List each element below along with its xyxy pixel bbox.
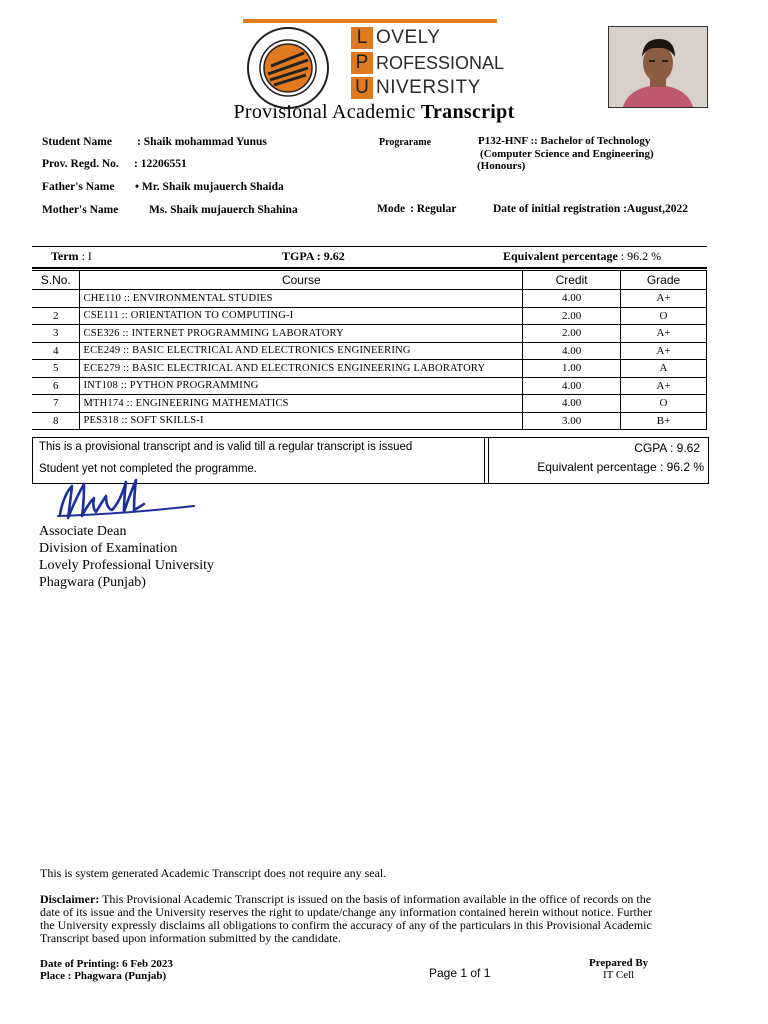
tgpa-info [282, 249, 345, 264]
table-row [32, 307, 707, 325]
row-grade: A+ [621, 377, 707, 395]
disclaimer [40, 893, 720, 945]
logo-letter-p: P [351, 52, 373, 74]
row-grade: A [621, 360, 707, 378]
table-row [32, 290, 707, 308]
prepared-by-value: IT Cell [602, 969, 635, 981]
mode-label: Mode [377, 203, 406, 215]
summary-divider [484, 438, 485, 483]
student-portrait-image [609, 27, 707, 107]
logo-top-bar [243, 19, 497, 23]
row-course: ECE249 :: BASIC ELECTRICAL AND ELECTRONICS ENGINEERING [80, 342, 523, 360]
logo-word-2: ROFESSIONAL [376, 53, 505, 73]
row-course: PES318 :: SOFT SKILLS-I [80, 412, 523, 430]
signatory-division: Division of Examination [39, 541, 178, 556]
row-credit: 4.00 [523, 342, 621, 360]
row-sno: 4 [32, 342, 80, 360]
table-row [32, 395, 707, 413]
disclaimer-line-4: Transcript based upon information submitted by the candidate. [40, 931, 341, 945]
signatory-university: Lovely Professional University [39, 558, 214, 573]
father-name-label: Father's Name [42, 181, 115, 193]
row-sno: 8 [32, 412, 80, 430]
row-credit: 4.00 [523, 290, 621, 308]
prepared-by-label: Prepared By [589, 957, 649, 969]
university-logo [351, 27, 505, 99]
disclaimer-line-3: the University expressly disclaims all obligations to confirm the accuracy of any of the particulars in this Provisional Academic [40, 918, 652, 932]
cgpa-percentage: Equivalent percentage : 96.2 % [537, 460, 704, 474]
table-row [32, 325, 707, 343]
term-value: : I [81, 249, 92, 263]
row-grade: O [621, 395, 707, 413]
row-credit: 2.00 [523, 307, 621, 325]
student-photo [608, 26, 708, 108]
row-sno: 5 [32, 360, 80, 378]
logo-letter-u: U [351, 77, 373, 99]
row-credit: 2.00 [523, 325, 621, 343]
cgpa-value: CGPA : 9.62 [634, 441, 700, 455]
signatory-block [39, 523, 214, 591]
term-rule-bottom [32, 267, 707, 269]
table-row [32, 342, 707, 360]
row-sno: 7 [32, 395, 80, 413]
regd-no-label: Prov. Regd. No. [42, 158, 119, 170]
disclaimer-label: Disclaimer: [40, 892, 100, 906]
row-credit: 4.00 [523, 395, 621, 413]
row-course: ECE279 :: BASIC ELECTRICAL AND ELECTRONICS ENGINEERING LABORATORY [80, 360, 523, 378]
disclaimer-line-2: date of its issue and the University reserves the right to update/change any information contained herein without notice. Further [40, 905, 653, 919]
row-grade: O [621, 307, 707, 325]
row-course: MTH174 :: ENGINEERING MATHEMATICS [80, 395, 523, 413]
term-percentage-value: : 96.2 % [620, 249, 662, 263]
printing-date: Date of Printing: 6 Feb 2023 [40, 958, 173, 970]
registration-date: Date of initial registration :August,2022 [493, 203, 688, 215]
summary-divider [488, 438, 489, 483]
table-row [32, 360, 707, 378]
regd-no-value: : 12206551 [134, 158, 187, 170]
row-course: CSE111 :: ORIENTATION TO COMPUTING-I [80, 307, 523, 325]
logo-word-1: OVELY [376, 27, 441, 48]
row-grade: A+ [621, 342, 707, 360]
term-percentage-label: Equivalent percentage [503, 249, 618, 263]
row-credit: 3.00 [523, 412, 621, 430]
page-number: Page 1 of 1 [429, 966, 491, 980]
term-info [51, 249, 92, 264]
university-seal-icon [246, 26, 330, 110]
document-title [0, 101, 748, 124]
col-header-sno: S.No. [32, 271, 80, 290]
father-name-value: • Mr. Shaik mujauerch Shaida [135, 181, 284, 193]
row-course: CSE326 :: INTERNET PROGRAMMING LABORATORY [80, 325, 523, 343]
row-course: CHE110 :: ENVIRONMENTAL STUDIES [80, 290, 523, 308]
completion-note: Student yet not completed the programme. [39, 463, 257, 475]
row-course: INT108 :: PYTHON PROGRAMMING [80, 377, 523, 395]
mode-value: : Regular [410, 203, 457, 215]
provisional-note: This is a provisional transcript and is valid till a regular transcript is issued [39, 441, 413, 453]
student-name-label: Student Name [42, 136, 112, 148]
student-name-value: : Shaik mohammad Yunus [137, 136, 267, 148]
term-label: Term [51, 249, 79, 263]
disclaimer-line-1: This Provisional Academic Transcript is issued on the basis of information available in the office of records on the [99, 892, 652, 906]
programme-line-3: (Honours) [477, 160, 526, 172]
programme-label: Prograrame [379, 137, 432, 148]
term-percentage [503, 249, 661, 264]
signatory-title: Associate Dean [39, 524, 127, 539]
programme-line-1: P132-HNF :: Bachelor of Technology [478, 135, 651, 147]
printing-place: Place : Phagwara (Punjab) [40, 970, 167, 982]
table-row [32, 412, 707, 430]
col-header-credit: Credit [523, 271, 621, 290]
row-credit: 1.00 [523, 360, 621, 378]
logo-word-3: NIVERSITY [376, 77, 481, 98]
row-sno [32, 290, 80, 308]
col-header-grade: Grade [621, 271, 707, 290]
signature-image [54, 474, 200, 524]
tgpa-value: : 9.62 [316, 249, 345, 263]
course-table [32, 270, 707, 430]
mother-name-label: Mother's Name [42, 204, 119, 216]
prepared-by-block [589, 957, 648, 981]
mother-name-value: Ms. Shaik mujauerch Shahina [149, 204, 298, 216]
printing-info [40, 958, 173, 982]
row-sno: 3 [32, 325, 80, 343]
tgpa-label: TGPA [282, 249, 314, 263]
term-rule-top [32, 246, 707, 247]
course-table-header [32, 271, 707, 290]
seal-note: This is system generated Academic Transcript does not require any seal. [40, 866, 387, 880]
row-grade: A+ [621, 290, 707, 308]
table-row [32, 377, 707, 395]
programme-line-2: (Computer Science and Engineering) [480, 148, 654, 160]
row-grade: B+ [621, 412, 707, 430]
title-prefix: Provisional Academic [233, 101, 421, 123]
row-grade: A+ [621, 325, 707, 343]
row-sno: 6 [32, 377, 80, 395]
row-sno: 2 [32, 307, 80, 325]
col-header-course: Course [80, 271, 523, 290]
title-emphasis: Transcript [420, 101, 515, 123]
logo-letter-l: L [351, 27, 373, 49]
signatory-location: Phagwara (Punjab) [39, 575, 146, 590]
row-credit: 4.00 [523, 377, 621, 395]
